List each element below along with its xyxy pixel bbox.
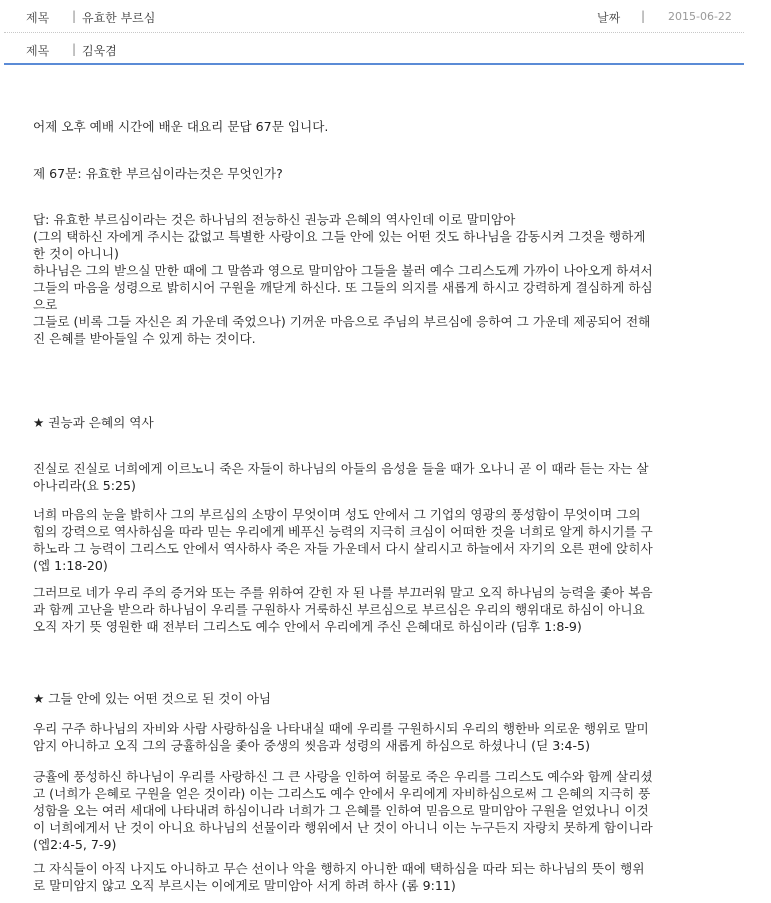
answer-line: 그들의 마음을 성령으로 밝히시어 구원을 깨닫게 하신다. 또 그들의 의지를 새롭게 하시고 강력하게 결심하게 하심 [33,280,653,295]
paragraph-line: 하노라 그 능력이 그리스도 안에서 역사하사 죽은 자들 가운데서 다시 살리시고 하늘에서 자기의 오른 편에 앉히사 [33,541,653,556]
paragraph-line: 너희 마음의 눈을 밝히사 그의 부르심의 소망이 무엇이며 성도 안에서 그 기업의 영광의 풍성함이 무엇이며 그의 [33,507,641,522]
intro-line: 어제 오후 예배 시간에 배운 대요리 문답 67문 입니다. [33,119,329,134]
answer-line: 진 은혜를 받아들일 수 있게 하는 것이다. [33,331,256,346]
title-label: 제목 [26,11,50,25]
paragraph-line: 진실로 진실로 너희에게 이르노니 죽은 자들이 하나님의 아들의 음성을 들을 때가 오나니 곧 이 때라 듣는 자는 살 [33,461,649,476]
answer-line: 그들로 (비록 그들 자신은 죄 가운데 죽었으나) 기꺼운 마음으로 주님의 부르심에 응하여 그 가운데 제공되어 전해 [33,314,651,329]
paragraph-line: 힘의 강력으로 역사하심을 따라 믿는 우리에게 베푸신 능력의 지극히 크심이 어떠한 것을 너희로 알게 하시기를 구 [33,524,653,539]
paragraph-line: 암지 아니하고 오직 그의 긍휼하심을 좇아 중생의 씻음과 성령의 새롭게 하심으로 하셨나니 (딛 3:4-5) [33,738,590,753]
question-line: 제 67문: 유효한 부르심이라는것은 무엇인가? [33,166,283,181]
author-separator: | [72,42,77,56]
section-heading: ★ 그들 안에 있는 어떤 것으로 된 것이 아님 [33,691,271,706]
paragraph-line: 고 (너희가 은혜로 구원을 얻은 것이라) 이는 그리스도 예수 안에서 우리에게 자비하심으로써 그 은혜의 지극히 풍 [33,786,651,801]
answer-text [33,211,653,347]
answer-line: 답: 유효한 부르심이라는 것은 하나님의 전능하신 권능과 은혜의 역사인데 이로 말미암아 [33,212,516,227]
section-heading: ★ 권능과 은혜의 역사 [33,415,154,430]
section1-paragraph-1 [33,460,649,494]
answer-line: 하나님은 그의 받으실 만한 때에 그 말씀과 영으로 말미암아 그들을 불러 예수 그리스도께 가까이 나아오게 하셔서 [33,263,653,278]
paragraph-line: 그 자식들이 아직 나지도 아니하고 무슨 선이나 악을 행하지 아니한 때에 택하심을 따라 되는 하나님의 뜻이 행위 [33,861,645,876]
date-label: 날짜 [597,11,621,25]
section2-paragraph-2 [33,768,653,853]
paragraph-line: 이 너희에게서 난 것이 아니요 하나님의 선물이라 행위에서 난 것이 아니니 이는 누구든지 자랑치 못하게 함이니라 [33,820,653,835]
question-text [33,165,283,182]
answer-line: 한 것이 아니니) [33,246,119,261]
author-row [4,33,744,65]
intro-text [33,118,328,135]
title-separator: | [72,9,77,23]
author-label: 제목 [26,44,50,58]
paragraph-line: 우리 구주 하나님의 자비와 사람 사랑하심을 나타내실 때에 우리를 구원하시되 우리의 행한바 의로운 행위로 말미 [33,721,649,736]
section1-heading [33,414,154,431]
post-date: 2015-06-22 [668,10,732,23]
answer-line: (그의 택하신 자에게 주시는 값없고 특별한 사랑이요 그들 안에 있는 어떤 것도 하나님을 감동시켜 그것을 행하게 [33,229,646,244]
section1-paragraph-2 [33,506,653,574]
paragraph-line: 성함을 오는 여러 세대에 나타내려 하심이니라 너희가 그 은혜를 인하여 믿음으로 말미암아 구원을 얻었나니 이것 [33,803,649,818]
paragraph-line: 오직 자기 뜻 영원한 때 전부터 그리스도 예수 안에서 우리에게 주신 은혜대로 하심이라 (딤후 1:8-9) [33,619,582,634]
title-row [4,0,744,33]
post-author: 김욱겸 [82,44,117,58]
answer-line: 으로 [33,297,58,312]
paragraph-line: 긍휼에 풍성하신 하나님이 우리를 사랑하신 그 큰 사랑을 인하여 허물로 죽은 우리를 그리스도 예수와 함께 살리셨 [33,769,653,784]
section1-paragraph-3 [33,584,653,635]
post-title: 유효한 부르심 [82,11,156,25]
paragraph-line: (엡 1:18-20) [33,558,108,573]
section2-paragraph-3 [33,860,645,894]
section2-heading [33,690,271,707]
post-header [4,0,744,65]
paragraph-line: 아나리라(요 5:25) [33,478,136,493]
section2-paragraph-1 [33,720,649,754]
paragraph-line: 그러므로 네가 우리 주의 증거와 또는 주를 위하여 갇힌 자 된 나를 부끄러워 말고 오직 하나님의 능력을 좇아 복음 [33,585,653,600]
paragraph-line: (엡2:4-5, 7-9) [33,837,117,852]
paragraph-line: 로 말미암지 않고 오직 부르시는 이에게로 말미암아 서게 하려 하사 (롬 9:11) [33,878,456,893]
date-separator: | [641,9,646,23]
paragraph-line: 과 함께 고난을 받으라 하나님이 우리를 구원하사 거룩하신 부르심으로 부르심은 우리의 행위대로 하심이 아니요 [33,602,645,617]
